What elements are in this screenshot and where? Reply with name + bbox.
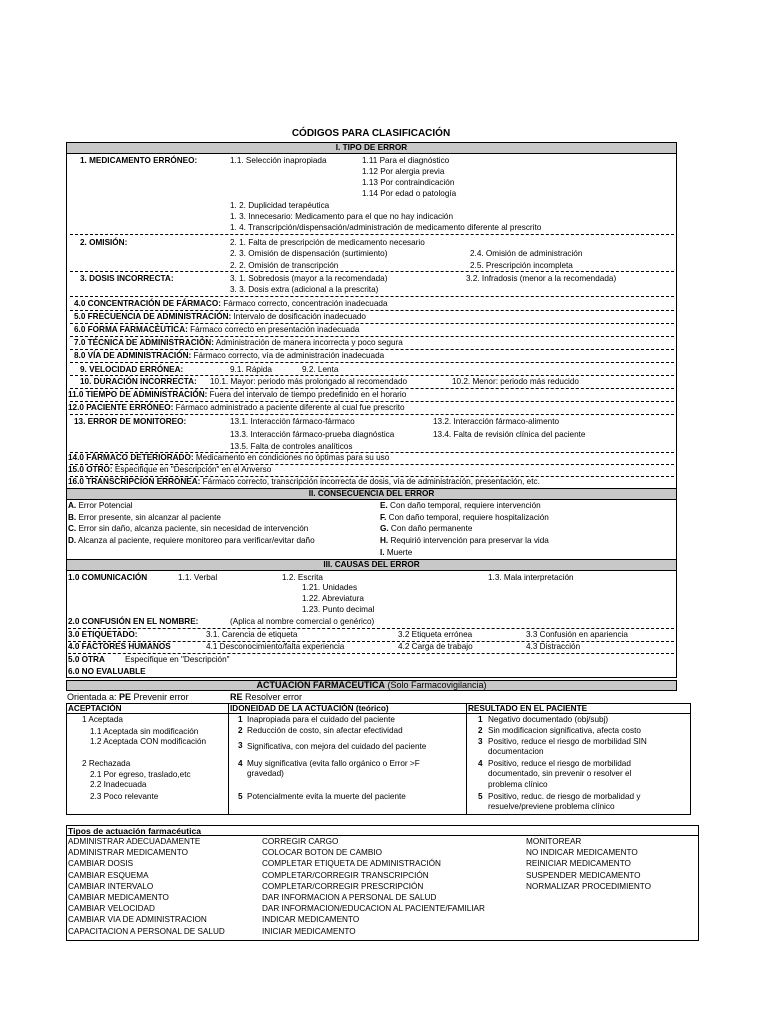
- aceptacion-2-3: 2.3 Poco relevante: [90, 792, 159, 801]
- consecuencia-a: [68, 501, 133, 511]
- resultado-4a: Positivo, reduce el riesgo de morbilidad: [488, 759, 631, 768]
- consecuencia-d: [68, 536, 315, 546]
- tipo-actuacion-item: DAR INFORMACION/EDUCACION AL PACIENTE/FAMILIAR: [262, 904, 485, 914]
- tipo-14-label: 14.0 FÁRMACO DETERIORADO:: [68, 453, 194, 462]
- re-code: RE: [230, 692, 243, 702]
- tipo-actuacion-item: CAMBIAR ESQUEMA: [68, 870, 149, 880]
- consecuencia-g-text: Con daño permanente: [388, 524, 473, 533]
- resultado-3b: documentacion: [488, 747, 544, 756]
- col-resultado-head: RESULTADO EN EL PACIENTE: [468, 704, 588, 713]
- tipo-1-13: 1.13 Por contraindicación: [362, 178, 455, 187]
- consecuencia-b-code: B.: [68, 513, 77, 522]
- consecuencia-a-code: A.: [68, 501, 77, 510]
- resultado-4b: documentado, sin prevenir o resolver el: [488, 769, 632, 778]
- tipo-actuacion-item: SUSPENDER MEDICAMENTO: [526, 870, 641, 880]
- dashed-divider: [70, 323, 674, 324]
- consecuencia-a-text: Error Potencial: [76, 501, 133, 510]
- tipo-7: [74, 338, 403, 348]
- resultado-5a: Positivo, reduc. de riesgo de morbalidad y: [488, 792, 641, 801]
- tipo-5: [74, 312, 366, 322]
- tipo-3-2: 3.2. Infradosis (menor a la recomendada): [466, 274, 617, 283]
- dashed-divider: [70, 310, 674, 311]
- idoneidad-4b: gravedad): [247, 769, 284, 778]
- tipo-actuacion-item: NO INDICAR MEDICAMENTO: [526, 848, 638, 858]
- tipo-actuacion-item: CAMBIAR MEDICAMENTO: [68, 892, 169, 902]
- consecuencia-i-text: Muerte: [384, 548, 413, 557]
- tipos-title: Tipos de actuación farmacéutica: [68, 826, 202, 836]
- tipo-actuacion-item: INDICAR MEDICAMENTO: [262, 915, 360, 925]
- tipo-1-11: 1.11 Para el diagnóstico: [362, 156, 450, 165]
- resultado-3a: Positivo, reduce el riesgo de morbilidad SIN: [488, 737, 647, 746]
- dashed-divider: [68, 653, 674, 654]
- pe-text: Prevenir error: [131, 692, 189, 702]
- causa-4-3: 4.3 Distracción: [526, 642, 581, 651]
- tipo-13-1: 13.1. Interacción fármaco-fármaco: [230, 417, 355, 426]
- resultado-2: Sin modificacion significativa, afecta costo: [488, 726, 641, 735]
- tipo-2-label: 2. OMISIÓN:: [80, 238, 128, 247]
- resultado-2-num: 2: [478, 726, 483, 735]
- orientada-a: [67, 692, 189, 702]
- tipos-col2: [262, 836, 485, 937]
- idoneidad-3-num: 3: [238, 741, 243, 750]
- tipos-col1: [68, 836, 225, 937]
- tipo-7-label: 7.0 TÉCNICA DE ADMINISTRACIÓN:: [74, 338, 214, 347]
- idoneidad-5: Potencialmente evita la muerte del paciente: [247, 792, 406, 801]
- consecuencia-c: [68, 524, 308, 534]
- tipo-3-1: 3. 1. Sobredosis (mayor a la recomendada): [230, 274, 388, 283]
- tipo-16-label: 16.0 TRANSCRIPCION ERRONEA:: [68, 477, 201, 486]
- tipo-11-label: 11.0 TIEMPO DE ADMINISTRACIÓN:: [68, 390, 208, 399]
- tipos-col3: [526, 836, 651, 892]
- causa-1-23: 1.23. Punto decimal: [302, 605, 375, 614]
- col-idoneidad-head: IDONEIDAD DE LA ACTUACIÓN (teórico): [230, 704, 389, 713]
- divider: [66, 499, 677, 500]
- dashed-divider: [70, 296, 674, 297]
- dashed-divider: [68, 628, 674, 629]
- orientada-label: Orientada a:: [67, 692, 120, 702]
- dashed-divider: [70, 375, 674, 376]
- causa-2-text: (Aplica al nombre comercial o genérico): [230, 617, 375, 626]
- aceptacion-2-2: 2.2 Inadecuada: [90, 780, 147, 789]
- tipo-3-label: 3. DOSIS INCORRECTA:: [80, 274, 174, 283]
- tipo-3-3: 3. 3. Dosis extra (adicional a la prescrita): [230, 285, 379, 294]
- causa-1-21: 1.21. Unidades: [302, 583, 358, 592]
- tipo-actuacion-item: CAMBIAR INTERVALO: [68, 881, 154, 891]
- tipo-13-label: 13. ERROR DE MONITOREO:: [74, 417, 187, 426]
- tipo-actuacion-item: MONITOREAR: [526, 837, 582, 846]
- tipo-actuacion-item: DAR INFORMACION A PERSONAL DE SALUD: [262, 892, 437, 902]
- section-header-causas: III. CAUSAS DEL ERROR: [67, 560, 676, 570]
- idoneidad-2: Reducción de costo, sin afectar efectividad: [247, 726, 403, 735]
- idoneidad-1: Inapropiada para el cuidado del paciente: [247, 715, 395, 724]
- causa-2-label: 2.0 CONFUSIÓN EN EL NOMBRE:: [68, 617, 199, 626]
- tipo-16-text: Fármaco correcto, transcripción incorrecta de dosis, vía de administración, presentación, etc.: [200, 477, 540, 486]
- tipo-9-1: 9.1. Rápida: [230, 365, 272, 374]
- consecuencia-i-code: I.: [380, 548, 385, 557]
- tipo-2-3: 2. 3. Omisión de dispensación (surtimiento): [230, 249, 388, 258]
- idoneidad-4-num: 4: [238, 759, 243, 768]
- tipo-13-4: 13.4. Falta de revisión clínica del paciente: [433, 430, 586, 439]
- tipo-actuacion-item: NORMALIZAR PROCEDIMIENTO: [526, 881, 651, 891]
- tipo-12-text: Fármaco administrado a paciente diferente al cual fue prescrito: [173, 403, 405, 412]
- aceptacion-2: 2 Rechazada: [82, 759, 131, 768]
- tipo-14-text: Medicamento en condiciones no óptimas para su uso: [193, 453, 390, 462]
- tipo-4: [74, 299, 388, 309]
- tipo-1-3: 1. 3. Innecesario: Medicamento para el que no hay indicación: [230, 212, 454, 221]
- tipo-14: [68, 453, 389, 463]
- tipo-actuacion-item: CAPACITACION A PERSONAL DE SALUD: [68, 926, 225, 936]
- tipo-6: [74, 325, 359, 335]
- actuacion-subtitle: (Solo Farmacovigilancia): [384, 680, 487, 690]
- aceptacion-1-2: 1.2 Aceptada CON modificación: [90, 737, 207, 746]
- dashed-divider: [70, 401, 674, 402]
- consecuencia-d-code: D.: [68, 536, 77, 545]
- tipo-12: [68, 403, 405, 413]
- dashed-divider: [70, 234, 674, 235]
- causa-4-1: 4.1 Desconocimiento/falta experiencia: [206, 642, 345, 651]
- tipo-5-text: Intervalo de dosificación inadecuado: [231, 312, 366, 321]
- tipo-actuacion-item: COMPLETAR/CORREGIR PRESCRIPCIÓN: [262, 881, 424, 891]
- consecuencia-e-code: E.: [380, 501, 388, 510]
- page-title: CÓDIGOS PARA CLASIFICACIÓN: [291, 128, 451, 139]
- causa-1-3: 1.3. Mala interpretación: [488, 573, 574, 582]
- tipo-15-text: Especifique en "Descripción" en el Anverso: [112, 465, 272, 474]
- causa-4-label: 4.0 FACTORES HUMANOS: [68, 642, 171, 651]
- tipo-8-text: Fármaco correcto, vía de administración inadecuada: [191, 351, 385, 360]
- tipo-13-5: 13.5. Falta de controles analíticos: [230, 442, 353, 451]
- tipo-1-2: 1. 2. Duplicidad terapéutica: [230, 201, 330, 210]
- tipo-5-label: 5.0 FRECUENCIA DE ADMINISTRACIÓN:: [74, 312, 232, 321]
- divider: [66, 153, 677, 154]
- aceptacion-1: 1 Aceptada: [82, 715, 123, 724]
- consecuencia-d-text: Alcanza al paciente, requiere monitoreo para verificar/evitar daño: [76, 536, 315, 545]
- tipo-10-2: 10.2. Menor: periodo más reducido: [452, 377, 579, 386]
- consecuencia-h: [380, 536, 549, 546]
- tipo-1-14: 1.14 Por edad o patología: [362, 189, 457, 198]
- tipo-2-1: 2. 1. Falta de prescripción de medicamento necesario: [230, 238, 425, 247]
- tipo-actuacion-item: ADMINISTRAR MEDICAMENTO: [68, 848, 188, 858]
- tipo-1-12: 1.12 Por alergia previa: [362, 167, 445, 176]
- col-aceptacion-head: ACEPTACIÓN: [68, 704, 122, 713]
- causa-1-1: 1.1. Verbal: [178, 573, 218, 582]
- section-header-tipo-error: I. TIPO DE ERROR: [67, 143, 676, 153]
- divider: [66, 570, 677, 571]
- consecuencia-g: [380, 524, 472, 534]
- consecuencia-c-code: C.: [68, 524, 77, 533]
- tipo-actuacion-item: ADMINISTRAR ADECUADAMENTE: [68, 837, 201, 846]
- consecuencia-b-text: Error presente, sin alcanzar al paciente: [76, 513, 221, 522]
- tipo-11-text: Fuera del intervalo de tiempo predefinido en el horario: [207, 390, 407, 399]
- tipo-actuacion-item: CORREGIR CARGO: [262, 837, 339, 846]
- tipo-actuacion-item: REINICIAR MEDICAMENTO: [526, 859, 631, 869]
- causa-3-1: 3.1. Carencia de etiqueta: [206, 630, 298, 639]
- consecuencia-g-code: G.: [380, 524, 389, 533]
- tipo-15: [68, 465, 271, 475]
- section-header-consecuencia: II. CONSECUENCIA DEL ERROR: [67, 489, 676, 499]
- consecuencia-b: [68, 513, 221, 523]
- actuacion-title: [66, 680, 677, 691]
- tipo-13-2: 13.2. Interacción fármaco-alimento: [433, 417, 560, 426]
- dashed-divider: [70, 349, 674, 350]
- resultado-1: Negativo documentado (obj/subj): [488, 715, 609, 724]
- tipo-1-4: 1. 4. Transcripción/dispensación/administración de medicamento diferente al prescrito: [230, 223, 542, 232]
- tipo-actuacion-item: COMPLETAR ETIQUETA DE ADMINISTRACIÓN: [262, 859, 441, 869]
- tipo-actuacion-item: COLOCAR BOTON DE CAMBIO: [262, 848, 382, 858]
- tipo-15-label: 15.0 OTRO:: [68, 465, 113, 474]
- resultado-5b: resuelve/previene problema clínico: [488, 802, 615, 811]
- idoneidad-2-num: 2: [238, 726, 243, 735]
- tipo-4-text: Fármaco correcto, concentración inadecuada: [220, 299, 388, 308]
- tipo-12-label: 12.0 PACIENTE ERRÓNEO:: [68, 403, 174, 412]
- causa-5-text: Especifique en "Descripción": [125, 655, 230, 664]
- causa-4-2: 4.2 Carga de trabajo: [398, 642, 473, 651]
- consecuencia-h-text: Requirió intervención para preservar la vida: [388, 536, 549, 545]
- resolver-error: [230, 692, 302, 702]
- causa-1-2: 1.2. Escrita: [282, 573, 323, 582]
- idoneidad-3: Significativa, con mejora del cuidado del paciente: [247, 742, 427, 751]
- tipo-13-3: 13.3. Interacción fármaco-prueba diagnóstica: [230, 430, 395, 439]
- dashed-divider: [70, 271, 674, 272]
- causa-1-22: 1.22. Abreviatura: [302, 594, 364, 603]
- resultado-4-num: 4: [478, 759, 483, 768]
- causa-3-2: 3.2 Etiqueta errónea: [398, 630, 473, 639]
- causa-6-label: 6.0 NO EVALUABLE: [68, 667, 146, 676]
- dashed-divider: [70, 414, 674, 415]
- resultado-5-num: 5: [478, 792, 483, 801]
- actuacion-title-text: ACTUACION FARMACEUTICA: [256, 680, 385, 690]
- tipo-2-4: 2.4. Omisión de administración: [470, 249, 583, 258]
- dashed-divider: [70, 362, 674, 363]
- tipo-2-5: 2.5. Prescripción incompleta: [470, 261, 573, 270]
- tipo-11: [68, 390, 406, 400]
- dashed-divider: [70, 336, 674, 337]
- causa-3-3: 3.3 Confusión en apariencia: [526, 630, 628, 639]
- col-divider: [228, 703, 229, 815]
- col-divider: [466, 703, 467, 815]
- tipo-actuacion-item: INICIAR MEDICAMENTO: [262, 926, 356, 936]
- tipo-8: [74, 351, 384, 361]
- tipo-actuacion-item: CAMBIAR DOSIS: [68, 859, 134, 869]
- idoneidad-4a: Muy significativa (evita fallo orgánico o Error >F: [247, 759, 420, 768]
- aceptacion-2-1: 2.1 Por egreso, traslado,etc: [90, 770, 191, 779]
- re-text: Resolver error: [242, 692, 303, 702]
- causa-3-label: 3.0 ETIQUETADO:: [68, 630, 138, 639]
- idoneidad-1-num: 1: [238, 715, 243, 724]
- pe-code: PE: [119, 692, 132, 702]
- idoneidad-5-num: 5: [238, 792, 243, 801]
- consecuencia-f-code: F.: [380, 513, 387, 522]
- consecuencia-i: [380, 548, 412, 558]
- aceptacion-1-1: 1.1 Aceptada sin modificación: [90, 727, 199, 736]
- dashed-divider: [70, 388, 674, 389]
- tipo-actuacion-item: COMPLETAR/CORREGIR TRANSCRIPCIÓN: [262, 870, 429, 880]
- tipo-16: [68, 477, 540, 487]
- resultado-1-num: 1: [478, 715, 483, 724]
- causa-5-label: 5.0 OTRA: [68, 655, 105, 664]
- tipo-1-1: 1.1. Selección inapropiada: [230, 156, 327, 165]
- consecuencia-f: [380, 513, 549, 523]
- tipo-10-label: 10. DURACIÓN INCORRECTA:: [80, 377, 197, 386]
- tipo-6-text: Fármaco correcto en presentación inadecuada: [187, 325, 360, 334]
- tipo-1-label: 1. MEDICAMENTO ERRÓNEO:: [80, 156, 198, 165]
- tipo-actuacion-item: CAMBIAR VELOCIDAD: [68, 904, 155, 914]
- causa-1-label: 1.0 COMUNICACIÓN: [68, 573, 148, 582]
- tipo-9-2: 9.2. Lenta: [302, 365, 339, 374]
- tipo-2-2: 2. 2. Omisión de transcripción: [230, 261, 339, 270]
- consecuencia-h-code: H.: [380, 536, 389, 545]
- resultado-4c: problema clínico: [488, 780, 548, 789]
- consecuencia-c-text: Error sin daño, alcanza paciente, sin necesidad de intervención: [76, 524, 309, 533]
- tipo-actuacion-item: CAMBIAR VIA DE ADMINISTRACION: [68, 915, 207, 925]
- tipo-7-text: Administración de manera incorrecta y poco segura: [213, 338, 403, 347]
- consecuencia-e-text: Con daño temporal, requiere intervención: [387, 501, 541, 510]
- consecuencia-e: [380, 501, 541, 511]
- tipo-9-label: 9. VELOCIDAD ERRÓNEA:: [80, 365, 184, 374]
- resultado-3-num: 3: [478, 737, 483, 746]
- tipo-6-label: 6.0 FORMA FARMACÉUTICA:: [74, 325, 188, 334]
- tipo-4-label: 4.0 CONCENTRACIÓN DE FÁRMACO:: [74, 299, 221, 308]
- consecuencia-f-text: Con daño temporal, requiere hospitalización: [386, 513, 549, 522]
- tipo-8-label: 8.0 VÍA DE ADMINISTRACIÓN:: [74, 351, 192, 360]
- tipo-10-1: 10.1. Mayor: periodo más prolongado al recomendado: [210, 377, 408, 386]
